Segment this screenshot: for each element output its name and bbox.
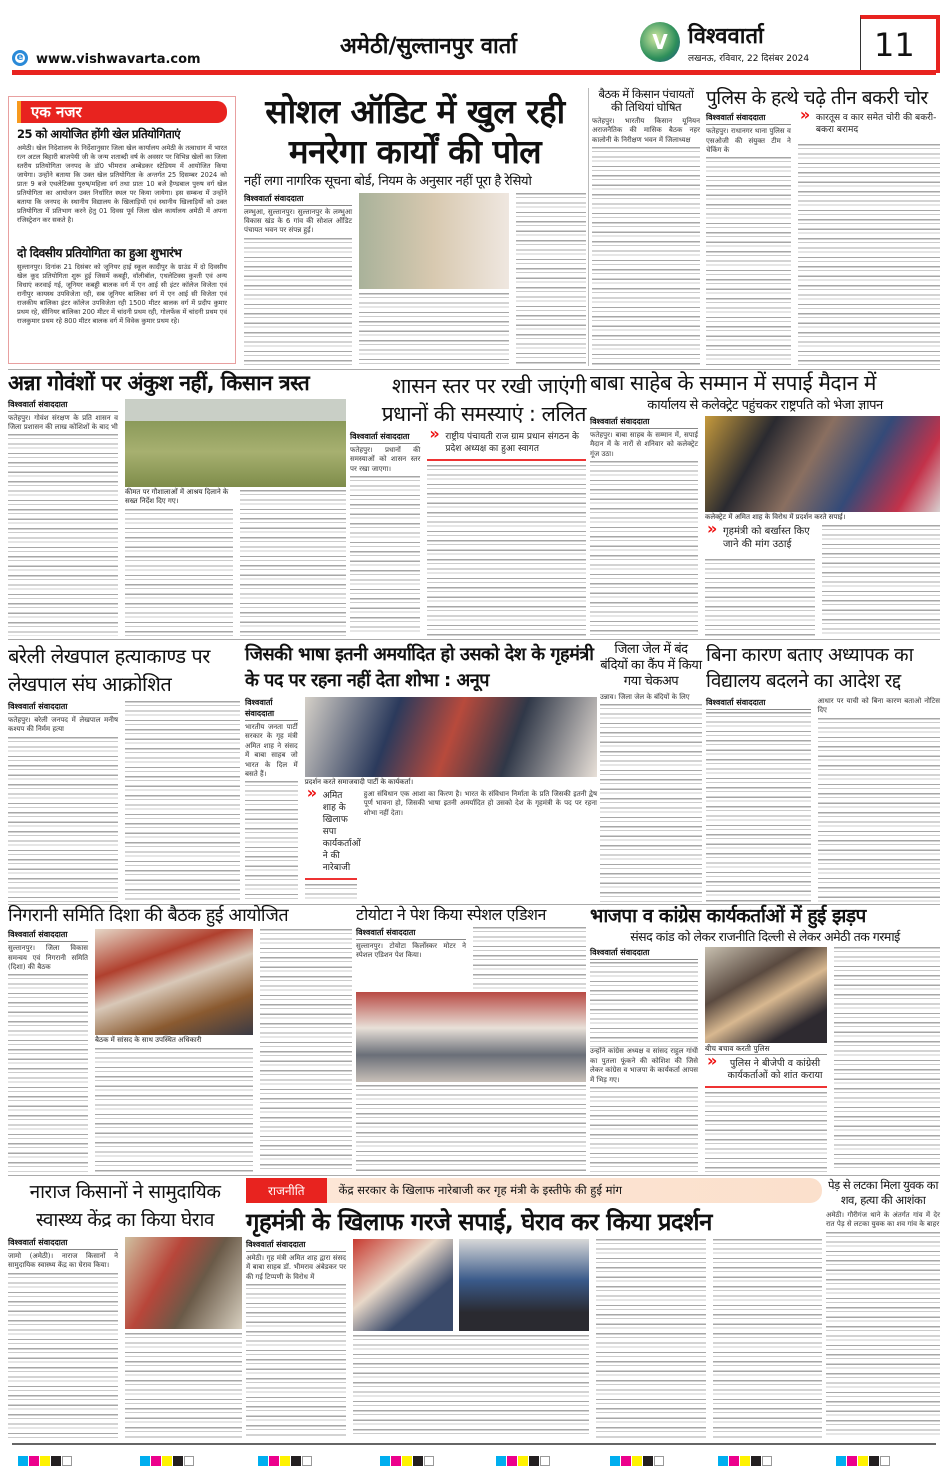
article-lead: फतेहपुर। प्रधानों की समस्याओं को शासन स्तर पर रखा जाएगा। [350, 446, 421, 473]
article-lead: अमेठी। गृह मंत्री अमित शाह द्वारा संसद में बाबा साहब डॉ. भीमराव अंबेडकर पर की गई टिप्पणी के विरोध में [246, 1253, 346, 1281]
color-swatch [740, 1456, 750, 1466]
article-subcolumns [705, 525, 940, 636]
article-lead: उन्होंने कांग्रेस अध्यक्ष व सांसद राहुल गांधी का पुतला फूंकने की कोशिश की जिसे लेकर कांग्रेस व भाजपा के कार्यकर्ता आपस में भिड़ गए। [590, 1047, 698, 1084]
byline: विश्ववार्ता संवाददाता [8, 929, 88, 942]
article-body-text [706, 712, 811, 902]
color-swatch [518, 1456, 528, 1466]
article-column [8, 929, 88, 1172]
article-column [350, 431, 420, 636]
headline: पेड़ से लटका मिला युवक का शव, हत्या की आशंका [828, 1178, 938, 1207]
article-column [245, 697, 298, 902]
article-columns [356, 927, 586, 989]
article-adhyapak [706, 642, 940, 902]
article-body-text [350, 476, 420, 636]
article-body-text [8, 434, 118, 636]
byline: विश्ववार्ता संवाददाता [8, 399, 118, 412]
article-body-text [590, 962, 698, 1047]
color-swatch [402, 1456, 412, 1466]
brand-logo-icon: V [640, 22, 680, 62]
registration-mark-icon [184, 1456, 194, 1466]
color-swatch [632, 1456, 642, 1466]
article-column [125, 399, 346, 636]
article-column [246, 1239, 346, 1438]
article-body-text [246, 1284, 346, 1438]
article-grihmantri [246, 1178, 822, 1438]
article-quote-text: हुआ संविधान एक आशा का किरण है। भारत के संविधान निर्माता के प्रति जिसकी इतनी द्वेष पूर्ण भावना हो, जिसकी भाषा इतनी अमर्यादित हो उसको देश के गृहमंत्री के पद पर रहना शोभा नहीं देता। [363, 790, 597, 817]
article-body-text [590, 1087, 698, 1172]
masthead [0, 0, 945, 75]
color-swatch [858, 1456, 868, 1466]
color-swatch [869, 1456, 879, 1466]
row-divider [8, 1175, 940, 1176]
headline: सोशल ऑडिट में खुल रही मनरेगा कार्यों की पोल [265, 92, 565, 171]
color-swatch [51, 1456, 61, 1466]
color-swatch [643, 1456, 653, 1466]
article-column [473, 927, 586, 989]
photo-row [353, 1239, 589, 1331]
article-photo [353, 1239, 453, 1331]
color-swatch [280, 1456, 290, 1466]
ambedkar-photo [459, 1239, 589, 1331]
article-column [590, 416, 698, 636]
article-body-text [95, 1048, 253, 1172]
page-number: 11 [874, 26, 915, 64]
article-body-text [706, 157, 791, 366]
row-divider [8, 639, 940, 640]
article-body: अमेठी। खेल निदेशालय के निर्देशानुसार जिला खेल कार्यालय अमेठी के तत्वाधान में भारत रत्न अटल बिहारी बाजपेयी जी के जन्म शताब्दी वर्ष के अवसर पर विभिन्न खेलों का जिला स्तरीय प्रतियोगिता जनपद के डॉ0 भीमराव अम्बेडकर स्टेडियम में आयोजित किया जायेगा। उन्होंने बताया कि उक्त खेल प्रतियोगिता के अन्तर्गत 25 दिसम्बर 2024 को प्रातः 9 बजे एथलेटिक्स पुरुष/महिला वर्ग तथा प्रातः 10 बजे हैण्डबाल पुरुष वर्ग खेल प्रतियोगिता का आयोजन उक्त निर्धारित स्थल पर किया जायेगा। इस सम्बन्ध में उन्होंने बताया कि जनपद के स्थानीय विद्यालय के खिलाड़ियों एवं स्थानीय खिलाड़ियों को उक्त प्रतियोगिता में प्रतिभाग करने हेतु 01 दिवस पूर्व जिला खेल कार्यालय अमेठी में अपना रजिस्ट्रेशन कर सकते है। [17, 143, 227, 224]
article-subcolumns [125, 487, 346, 636]
registration-mark-icon [62, 1456, 72, 1466]
color-swatch [380, 1456, 390, 1466]
article-jhadap [590, 906, 940, 1172]
pull-quote: » अमित शाह के खिलाफ सपा कार्यकर्ताओं ने की नारेबाजी [305, 790, 357, 880]
color-bar-group [496, 1451, 551, 1470]
color-swatch [621, 1456, 631, 1466]
article-body-text [244, 238, 352, 366]
kicker-band [246, 1178, 822, 1203]
article-body-text [473, 927, 586, 989]
article-body-text [818, 718, 940, 902]
article-body-text [125, 509, 233, 636]
article-column [353, 1239, 589, 1438]
article-lead: फतेहपुर। बाबा साहब के सम्मान में, सपाई मैदान में के नारों से शनिवार को कलेक्ट्रेट गूंज उठा। [590, 431, 698, 458]
footer-rule [12, 1443, 936, 1445]
article-body-text [705, 1092, 827, 1172]
color-swatch [413, 1456, 423, 1466]
article-column [590, 947, 698, 1172]
color-swatch [140, 1456, 150, 1466]
article-photo [705, 416, 940, 512]
registration-mark-icon [302, 1456, 312, 1466]
article-lead: आधार पर याची को बिना कारण बताओ नोटिस दिए [817, 697, 940, 715]
byline: विश्ववार्ता संवाददाता [8, 1237, 118, 1250]
article-lead: सुल्तानपुर। जिला विकास समन्वय एवं निगरानी समिति (दिशा) की बैठक [8, 944, 88, 971]
column-divider [588, 88, 589, 366]
color-swatch [173, 1456, 183, 1466]
article-anoop [245, 642, 597, 902]
byline: विश्ववार्ता संवाददाता [246, 1239, 346, 1252]
article-lekhpal [8, 642, 240, 902]
article-photo [125, 1237, 242, 1329]
article-columns [8, 929, 352, 1172]
article-pradhan [350, 372, 586, 636]
article-body-text [596, 1239, 706, 1438]
article-lead: उन्नाव। जिला जेल के बंदियों के लिए [600, 693, 690, 701]
article-body-text [125, 701, 240, 902]
color-swatch [29, 1456, 39, 1466]
color-swatch [729, 1456, 739, 1466]
byline: विश्ववार्ता संवाददाता [706, 697, 811, 710]
article-body-text [427, 465, 586, 636]
article-column [244, 193, 352, 366]
article-photo [95, 929, 253, 1035]
article-column [834, 947, 940, 1172]
headline: भाजपा व कांग्रेस कार्यकर्ताओं में हुई झड़प [590, 905, 866, 927]
article-lead: फतेहपुर। बरेली जनपद में लेखपाल मनीष कश्यप की निर्मम हत्या [8, 716, 118, 734]
article-column [125, 701, 240, 902]
row-divider [8, 369, 940, 370]
article-columns [8, 701, 240, 902]
photo-caption: कलेक्ट्रेट में अमित शाह के विरोध में प्रदर्शन करते सपाई। [705, 513, 846, 522]
headline: बिना कारण बताए अध्यापक का विद्यालय बदलने का आदेश रद्द [706, 644, 914, 692]
article-body-text [305, 884, 357, 902]
article-column [706, 697, 811, 902]
article-photo [356, 992, 586, 1082]
article-column [260, 929, 352, 1172]
section-tag: राजनीति [246, 1178, 327, 1203]
pull-quote: » गृहमंत्री को बर्खास्त किए जाने की मांग उठाई [705, 525, 815, 555]
article-body-text [8, 1273, 118, 1438]
article-body-text [359, 293, 509, 366]
article-column [8, 1237, 118, 1438]
headline: बरेली लेखपाल हत्याकाण्ड पर लेखपाल संघ आक्रोशित [8, 644, 210, 696]
article-photo [305, 697, 597, 777]
article-columns [590, 947, 940, 1172]
color-bar-group [140, 1451, 195, 1470]
color-registration-bars [18, 1451, 938, 1463]
color-swatch [291, 1456, 301, 1466]
browser-e-icon: e [12, 50, 28, 66]
article-column [8, 701, 118, 902]
article-body: सुल्तानपुर। दिनांक 21 दिसंबर को जूनियर हाई स्कूल कादीपुर के ग्राउंड में दो दिवसीय खेल कूद प्रतियोगिता शुरू हुई जिसमें कबड्डी, वॉलीबॉल, एथलेटिक्स कुश्ती एवं अन्य विधाएं करवाई गई, जूनियर कबड्डी बालक वर्ग में एन आई सी इंटर कॉलेज विजेता एवं रानीपुर कायस्थ उपविजेता रही, सब जूनियर बालिका वर्ग में एन आई सी विजेता एवं राजकीय बालिका इंटर कॉलेज उपविजेता रही 1500 मीटर बालक वर्ग में प्रदीप कुमार प्रथम रहे, सीनियर बालिका 200 मीटर में चांदनी प्रथम रही, गोलफेंक में चांदनी प्रथम एवं राजकुमार प्रथम रहे 800 मीटर बालक वर्ग में विवेक कुमार प्रथम रहे। [17, 263, 227, 326]
color-bar-group [18, 1451, 73, 1470]
article-anna-govansh [8, 372, 346, 636]
article-body-text [356, 1085, 586, 1172]
article-body-text [713, 1239, 823, 1438]
article-bakri-chor [706, 88, 940, 366]
article-lead: फतेहपुर। भारतीय किसान यूनियन अराजनैतिक की मासिक बैठक नहर कालोनी के निरीक्षण भवन में जिलाध्यक्ष [592, 116, 700, 144]
article-column [798, 112, 940, 366]
subheadline: कार्यालय से कलेक्ट्रेट पहुंचकर राष्ट्रपति को भेजा ज्ञापन [647, 397, 883, 413]
photo-caption: प्रदर्शन करते समाजवादी पार्टी के कार्यकर्ता। [304, 778, 414, 786]
article-body-text [826, 1232, 940, 1438]
byline: विश्ववार्ता संवाददाता [245, 697, 298, 721]
article-column [364, 790, 597, 902]
subheadline: संसद कांड को लेकर राजनीति दिल्ली से लेकर अमेठी तक गरमाई [630, 929, 900, 945]
photo-caption: बैठक में सांसद के साथ उपस्थित अधिकारी [95, 1036, 202, 1045]
byline: विश्ववार्ता संवाददाता [590, 416, 698, 429]
article-column [706, 112, 791, 366]
article-baba-saheb [590, 372, 940, 636]
kicker: केंद्र सरकार के खिलाफ नारेबाजी कर गृह मंत्री के इस्तीफे की हुई मांग [338, 1183, 622, 1197]
article-body-text [245, 781, 298, 902]
color-bar-group [258, 1451, 313, 1470]
registration-mark-icon [880, 1456, 890, 1466]
article-lead: लम्भुआ, सुल्तानपुर। सुल्तानपुर के लम्भुआ विकास खंड के 6 गांव की सोशल ऑडिट पंचायत भवन पर संपन्न हुई। [244, 207, 352, 235]
color-swatch [836, 1456, 846, 1466]
article-column [516, 193, 586, 366]
headline: टोयोटा ने पेश किया स्पेशल एडिशन [356, 905, 546, 924]
pull-quote: » पुलिस ने बीजेपी व कांग्रेसी कार्यकर्ताओं को शांत कराया [705, 1058, 827, 1088]
article-column [427, 431, 586, 636]
article-body-text [353, 1335, 589, 1438]
article-kisan-panchayat [592, 88, 700, 366]
article-jail [600, 642, 702, 902]
ek-nazar-label: एक नजर [17, 101, 227, 123]
byline: विश्ववार्ता संवाददाता [350, 431, 420, 444]
article-column [95, 929, 253, 1172]
photo-caption: कीमत पर गौशालाओं में आश्रय दिलाने के सख्त निर्देश दिए गए। [125, 487, 229, 505]
article-body-text [8, 974, 88, 1172]
color-swatch [751, 1456, 761, 1466]
article-social-audit [244, 92, 586, 366]
article-lead: सुल्तानपुर। टोयोटा किर्लोस्कर मोटर ने स्पेशल एडिशन पेश किया। [356, 941, 466, 960]
ek-nazar-box [8, 96, 236, 364]
article-body-text [260, 929, 352, 1172]
color-bar-group [380, 1451, 435, 1470]
color-swatch [258, 1456, 268, 1466]
article-body-text [600, 704, 702, 902]
article-body-text [125, 1333, 242, 1438]
registration-mark-icon [762, 1456, 772, 1466]
article-photo [359, 193, 509, 289]
color-swatch [151, 1456, 161, 1466]
article-column [305, 697, 597, 902]
article-columns [8, 399, 346, 636]
headline: जिसकी भाषा इतनी अमर्यादित हो उसको देश के गृहमंत्री के पद पर रहना नहीं देता शोभा : अनूप [245, 644, 594, 691]
article-lead: जामो (अमेठी)। नाराज किसानों ने सामुदायिक स्वास्थ्य केंद्र का घेराव किया। [8, 1252, 118, 1270]
headline: बैठक में किसान पंचायतों की तिथियां घोषित [598, 87, 694, 114]
article-columns [590, 416, 940, 636]
article-column [8, 399, 118, 636]
article-column [705, 416, 940, 636]
article-subcolumns [305, 790, 597, 902]
article-column [705, 947, 827, 1172]
article-toyota [356, 906, 586, 1172]
article-column [705, 525, 815, 636]
article-body-text [834, 947, 940, 1172]
headline: गृहमंत्री के खिलाफ गरजे सपाई, घेराव कर किया प्रदर्शन [246, 1208, 712, 1236]
article-column [359, 193, 509, 366]
article-column [356, 927, 466, 989]
color-swatch [496, 1456, 506, 1466]
byline: विश्ववार्ता संवाददाता [244, 193, 352, 206]
byline: विश्ववार्ता संवाददाता [590, 947, 698, 960]
article-photo [125, 399, 346, 487]
headline: दो दिवसीय प्रतियोगिता का हुआ शुभारंभ [17, 245, 182, 260]
article-column [125, 487, 233, 636]
byline: विश्ववार्ता संवाददाता [706, 112, 791, 125]
color-bar-group [610, 1451, 665, 1470]
registration-mark-icon [540, 1456, 550, 1466]
header-rule [12, 70, 936, 75]
article-lead: अमेठी। गौरीगंज थाने के अंतर्गत गांव में देर रात पेड़ से लटका युवक का शव गांव के बाहर [826, 1211, 940, 1229]
color-swatch [718, 1456, 728, 1466]
article-columns [244, 193, 586, 366]
registration-mark-icon [654, 1456, 664, 1466]
headline: शासन स्तर पर रखी जाएंगी प्रधानों की समस्याएं : ललित [381, 374, 586, 426]
color-bar-group [718, 1451, 773, 1470]
pull-quote: » राष्ट्रीय पंचायती राज ग्राम प्रधान संगठन के प्रदेश अध्यक्ष का हुआ स्वागत [427, 431, 586, 461]
color-bar-group [836, 1451, 891, 1470]
headline: जिला जेल में बंद बंदियों का कैंप में किया गया चेकअप [600, 642, 702, 689]
color-swatch [162, 1456, 172, 1466]
article-lead: फतेहपुर। गोवंश संरक्षण के प्रति शासन व जिला प्रशासन की लाख कोशिशों के बाद भी [8, 413, 118, 431]
article-columns [350, 431, 586, 636]
byline: विश्ववार्ता संवाददाता [356, 927, 466, 940]
article-column [822, 525, 940, 636]
article-column [818, 697, 940, 902]
article-body-text [822, 525, 940, 636]
article-lead: भारतीय जनता पार्टी सरकार के गृह मंत्री अमित शाह ने संसद में बाबा साहब जो भारत के दिल में बसते हैं। [245, 723, 298, 779]
section-title: अमेठी/सुल्तानपुर वार्ता [340, 34, 517, 59]
pull-quote: » कारतूस व कार समेत चोरी की बकरी-बकरा बरामद [798, 112, 940, 140]
article-lead: फतेहपुर। राधानगर थाना पुलिस व एसओजी की संयुक्त टीम ने चेकिंग के [706, 127, 791, 155]
color-swatch [529, 1456, 539, 1466]
article-column [305, 790, 361, 902]
article-column [125, 1237, 242, 1438]
article-columns [245, 697, 597, 902]
brand-name: विश्ववार्ता [688, 24, 764, 49]
color-swatch [507, 1456, 517, 1466]
article-photo [705, 947, 827, 1043]
color-swatch [18, 1456, 28, 1466]
article-naraj-kisan [8, 1178, 242, 1438]
article-columns [706, 112, 940, 366]
color-swatch [610, 1456, 620, 1466]
article-column [596, 1239, 706, 1438]
headline: नाराज किसानों ने सामुदायिक स्वास्थ्य केंद्र का किया घेराव [29, 1181, 221, 1231]
article-body-text [798, 144, 940, 366]
article-columns [706, 697, 940, 902]
article-columns [8, 1237, 242, 1438]
article-body-text [705, 559, 815, 636]
photo-caption: बीच बचाव करती पुलिस [705, 1043, 827, 1055]
headline: निगरानी समिति दिशा की बैठक हुई आयोजित [8, 905, 289, 926]
article-body-text [590, 461, 698, 636]
headline: बाबा साहेब के सम्मान में सपाई मैदान में [590, 371, 876, 395]
article-body-text [516, 193, 586, 366]
article-body-text [592, 147, 700, 366]
article-ped-se-latka [826, 1178, 940, 1438]
color-swatch [391, 1456, 401, 1466]
article-column [713, 1239, 823, 1438]
article-column [240, 487, 346, 636]
color-swatch [269, 1456, 279, 1466]
article-nigrani [8, 906, 352, 1172]
article-body-text [240, 490, 346, 636]
headline: 25 को आयोजित होंगी खेल प्रतियोगिताएं [17, 127, 181, 141]
headline: अन्ना गोवंशों पर अंकुश नहीं, किसान त्रस्त [8, 371, 310, 395]
color-swatch [40, 1456, 50, 1466]
headline: पुलिस के हत्थे चढ़े तीन बकरी चोर [706, 87, 928, 109]
byline: विश्ववार्ता संवाददाता [8, 701, 118, 714]
subheadline: नहीं लगा नागरिक सूचना बोर्ड, नियम के अनुसार नहीं पूरा है रेसियो [244, 174, 532, 189]
dateline: लखनऊ, रविवार, 22 दिसंबर 2024 [688, 54, 810, 64]
registration-mark-icon [424, 1456, 434, 1466]
article-body-text [8, 737, 118, 902]
website-link[interactable]: www.vishwavarta.com [36, 52, 201, 67]
color-swatch [847, 1456, 857, 1466]
article-columns [246, 1239, 822, 1438]
